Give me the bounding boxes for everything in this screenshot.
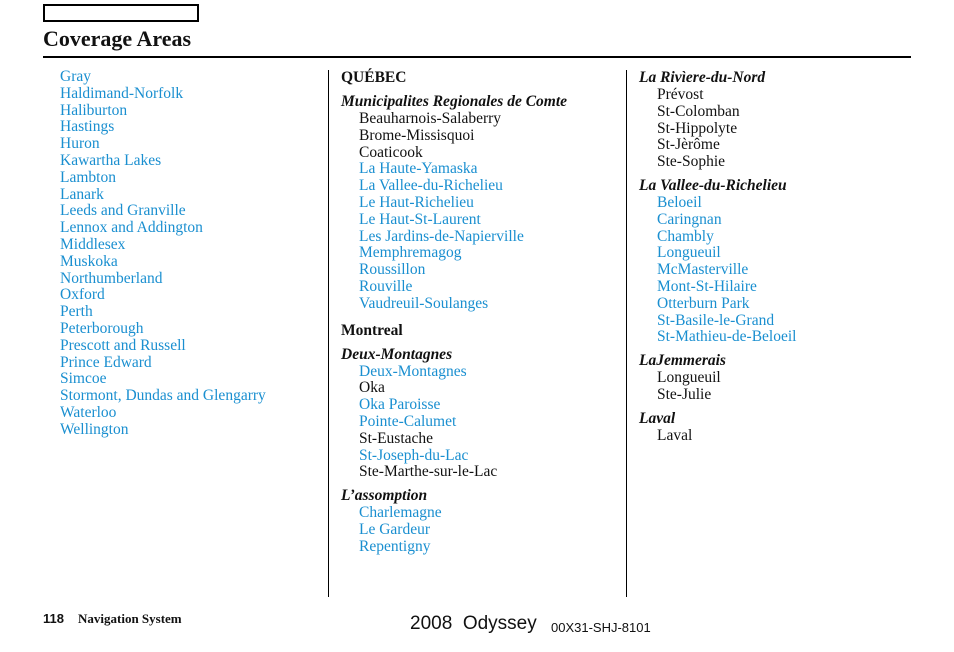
area-list	[639, 428, 796, 445]
area-item-le-haut-richelieu[interactable]: Le Haut-Richelieu	[359, 193, 474, 211]
area-item-prevost: Prévost	[657, 86, 704, 103]
area-item-longueuil: Longueuil	[657, 369, 721, 387]
area-item-oka: Oka	[359, 379, 385, 397]
subregion-heading-la-riviere-du-nord: La Rivìere-du-Nord	[639, 69, 766, 86]
area-item-huron[interactable]: Huron	[60, 135, 100, 153]
area-item-leeds-and-granville[interactable]: Leeds and Granville	[60, 202, 186, 220]
header-tab-box	[43, 4, 199, 22]
subregion-heading-la-vallee-du-richelieu: La Vallee-du-Richelieu	[639, 176, 787, 194]
area-list	[341, 111, 567, 313]
column-divider-1	[328, 70, 329, 597]
area-item-ste-marthe-sur-le-lac: Ste-Marthe-sur-le-Lac	[359, 463, 498, 481]
area-item-beauharnois-salaberry: Beauharnois-Salaberry	[359, 110, 502, 127]
area-list	[639, 195, 796, 346]
area-item-repentigny[interactable]: Repentigny	[359, 537, 431, 555]
area-item-st-hippolyte: St-Hippolyte	[657, 119, 738, 137]
area-group-la-vallee-du-richelieu	[639, 177, 796, 346]
area-item-perth[interactable]: Perth	[60, 303, 93, 321]
area-item-muskoka[interactable]: Muskoka	[60, 252, 118, 270]
area-list	[60, 69, 266, 439]
area-item-memphremagog[interactable]: Memphremagog	[359, 244, 462, 262]
area-item-le-haut-st-laurent[interactable]: Le Haut-St-Laurent	[359, 210, 481, 228]
area-item-lennox-and-addington[interactable]: Lennox and Addington	[60, 219, 203, 237]
area-item-prince-edward[interactable]: Prince Edward	[60, 353, 152, 371]
vehicle-model: 2008 Odyssey	[410, 613, 537, 634]
area-item-st-joseph-du-lac[interactable]: St-Joseph-du-Lac	[359, 446, 469, 464]
area-group-l-assomption	[341, 487, 567, 555]
area-item-peterborough[interactable]: Peterborough	[60, 319, 144, 337]
area-item-st-basile-le-grand[interactable]: St-Basile-le-Grand	[657, 311, 775, 329]
area-item-la-vallee-du-richelieu[interactable]: La Vallee-du-Richelieu	[359, 177, 503, 195]
area-item-caringnan[interactable]: Caringnan	[657, 210, 722, 228]
area-item-stormont-dundas-and-glengarry[interactable]: Stormont, Dundas and Glengarry	[60, 387, 266, 405]
area-item-roussillon[interactable]: Roussillon	[359, 261, 426, 279]
area-item-mcmasterville[interactable]: McMasterville	[657, 261, 749, 279]
area-item-laval: Laval	[657, 426, 693, 444]
area-item-pointe-calumet[interactable]: Pointe-Calumet	[359, 412, 457, 430]
area-item-otterburn-park[interactable]: Otterburn Park	[657, 294, 750, 312]
area-item-oka-paroisse[interactable]: Oka Paroisse	[359, 396, 441, 414]
subregion-heading-lajemmerais: LaJemmerais	[639, 352, 726, 370]
area-item-la-haute-yamaska[interactable]: La Haute-Yamaska	[359, 160, 478, 178]
coverage-column-1	[60, 69, 266, 439]
area-item-st-eustache: St-Eustache	[359, 429, 434, 447]
area-item-longueuil[interactable]: Longueuil	[657, 244, 721, 262]
area-item-beloeil[interactable]: Beloeil	[657, 193, 702, 211]
area-item-kawartha-lakes[interactable]: Kawartha Lakes	[60, 151, 162, 169]
area-item-haliburton[interactable]: Haliburton	[60, 101, 128, 119]
area-group-la-riviere-du-nord	[639, 69, 796, 171]
page-number: 118	[43, 611, 64, 626]
area-item-lambton[interactable]: Lambton	[60, 168, 116, 186]
page-title: Coverage Areas	[43, 26, 192, 51]
area-item-ste-julie: Ste-Julie	[657, 385, 712, 403]
area-item-coaticook: Coaticook	[359, 143, 423, 161]
area-item-oxford[interactable]: Oxford	[60, 286, 105, 304]
coverage-column-3	[639, 69, 796, 445]
area-group-deux-montagnes	[341, 346, 567, 482]
area-item-ste-sophie: Ste-Sophie	[657, 153, 726, 171]
province-heading-quebec: QUÉBEC	[341, 69, 407, 86]
area-list	[341, 505, 567, 555]
area-item-deux-montagnes[interactable]: Deux-Montagnes	[359, 362, 467, 380]
area-item-st-jerome: St-Jèrôme	[657, 136, 720, 154]
coverage-column-2	[341, 69, 567, 556]
section-name: Navigation System	[78, 611, 182, 626]
area-group-lajemmerais	[639, 352, 796, 404]
document-code: 00X31-SHJ-8101	[551, 620, 651, 635]
area-list	[341, 364, 567, 482]
area-item-hastings[interactable]: Hastings	[60, 118, 115, 136]
area-item-simcoe[interactable]: Simcoe	[60, 370, 107, 388]
area-item-haldimand-norfolk[interactable]: Haldimand-Norfolk	[60, 84, 184, 102]
subregion-heading-deux-montagnes: Deux-Montagnes	[341, 345, 453, 363]
area-item-waterloo[interactable]: Waterloo	[60, 403, 117, 421]
area-item-gray[interactable]: Gray	[60, 68, 91, 85]
area-item-prescott-and-russell[interactable]: Prescott and Russell	[60, 336, 186, 354]
area-item-charlemagne[interactable]: Charlemagne	[359, 504, 442, 522]
area-item-le-gardeur[interactable]: Le Gardeur	[359, 520, 430, 538]
area-item-vaudreuil-soulanges[interactable]: Vaudreuil-Soulanges	[359, 294, 489, 312]
title-divider	[43, 56, 911, 58]
subregion-heading-municipalites-regionales-de-comte: Municipalites Regionales de Comte	[341, 93, 568, 110]
subregion-heading-laval: Laval	[639, 409, 676, 427]
area-item-middlesex[interactable]: Middlesex	[60, 235, 126, 253]
area-item-mont-st-hilaire[interactable]: Mont-St-Hilaire	[657, 277, 757, 295]
region-heading-montreal: Montreal	[341, 321, 403, 339]
area-list	[639, 370, 796, 404]
area-group-laval	[639, 410, 796, 445]
subregion-heading-l-assomption: L’assomption	[341, 487, 428, 505]
column-divider-2	[626, 70, 627, 597]
area-item-st-colomban: St-Colomban	[657, 102, 740, 120]
area-item-brome-missisquoi: Brome-Missisquoi	[359, 126, 475, 144]
area-item-st-mathieu-de-beloeil[interactable]: St-Mathieu-de-Beloeil	[657, 328, 797, 346]
area-item-rouville[interactable]: Rouville	[359, 277, 413, 295]
area-list	[639, 87, 796, 171]
area-item-les-jardins-de-napierville[interactable]: Les Jardins-de-Napierville	[359, 227, 524, 245]
area-item-chambly[interactable]: Chambly	[657, 227, 714, 245]
area-item-northumberland[interactable]: Northumberland	[60, 269, 163, 287]
area-item-lanark[interactable]: Lanark	[60, 185, 104, 203]
area-group-municipalites-regionales-de-comte	[341, 93, 567, 313]
area-item-wellington[interactable]: Wellington	[60, 420, 129, 438]
